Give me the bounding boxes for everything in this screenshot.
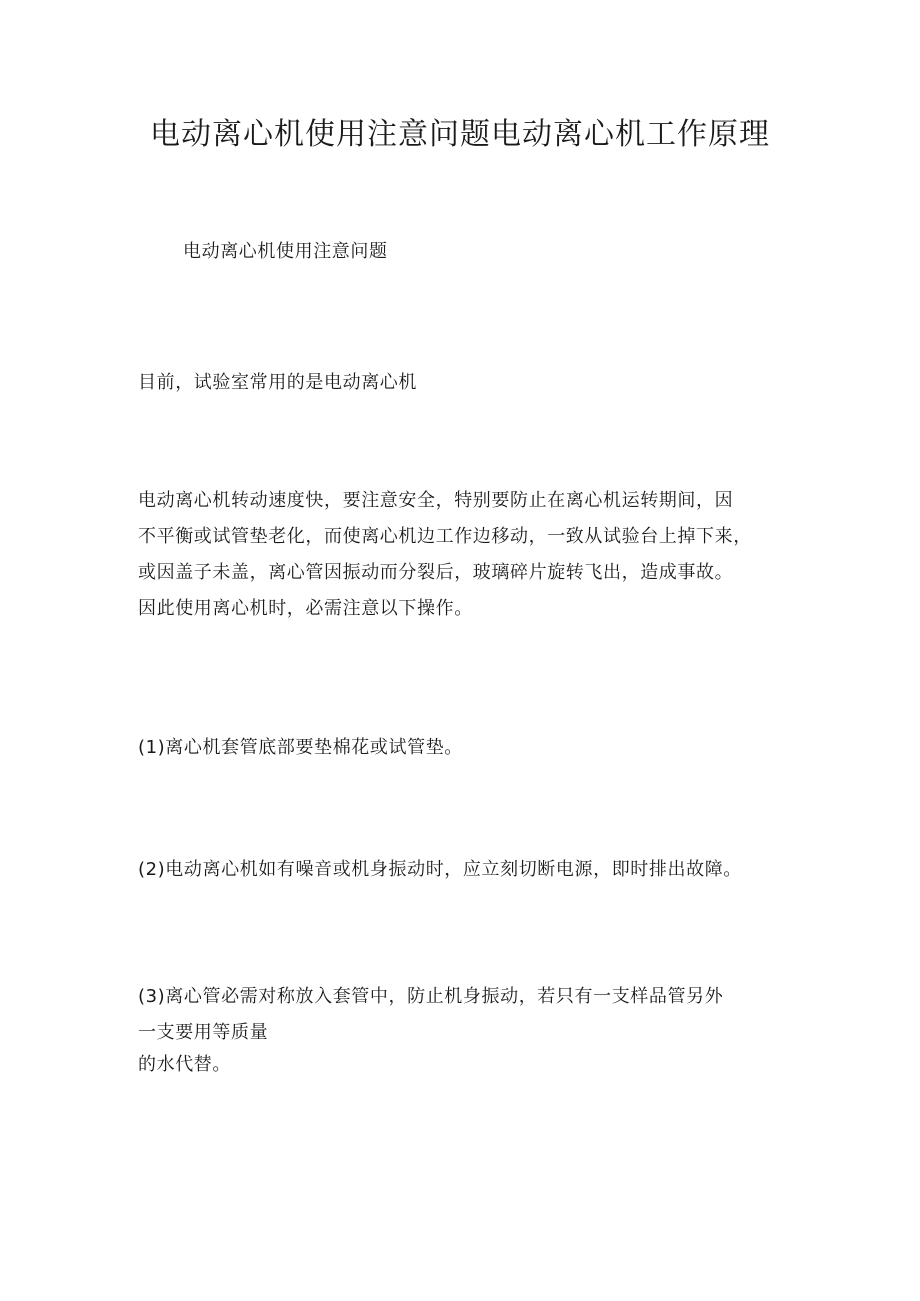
paragraph-step-3-continued: 的水代替。 [138,1054,231,1075]
paragraph-safety: 电动离心机转动速度快，要注意安全，特别要防止在离心机运转期间，因 不平衡或试管垫老化，而使离心机边工作边移动，一致从试验台上掉下来， 或因盖子未盖，离心管因振动而分裂后，玻璃碎片旋转飞出，造成事故。 因此使用离心机时，必需注意以下操作。 [138,490,752,619]
paragraph-step-1: (1)离心机套管底部要垫棉花或试管垫。 [138,737,463,758]
section-heading: 电动离心机使用注意问题 [183,241,388,262]
paragraph-step-3: (3)离心管必需对称放入套管中，防止机身振动，若只有一支样品管另外 一支要用等质量 [138,986,724,1043]
paragraph-step-2: (2)电动离心机如有噪音或机身振动时，应立刻切断电源，即时排出故障。 [138,859,742,880]
document-title: 电动离心机使用注意问题电动离心机工作原理 [150,117,770,152]
paragraph-intro: 目前，试验室常用的是电动离心机 [138,372,417,393]
